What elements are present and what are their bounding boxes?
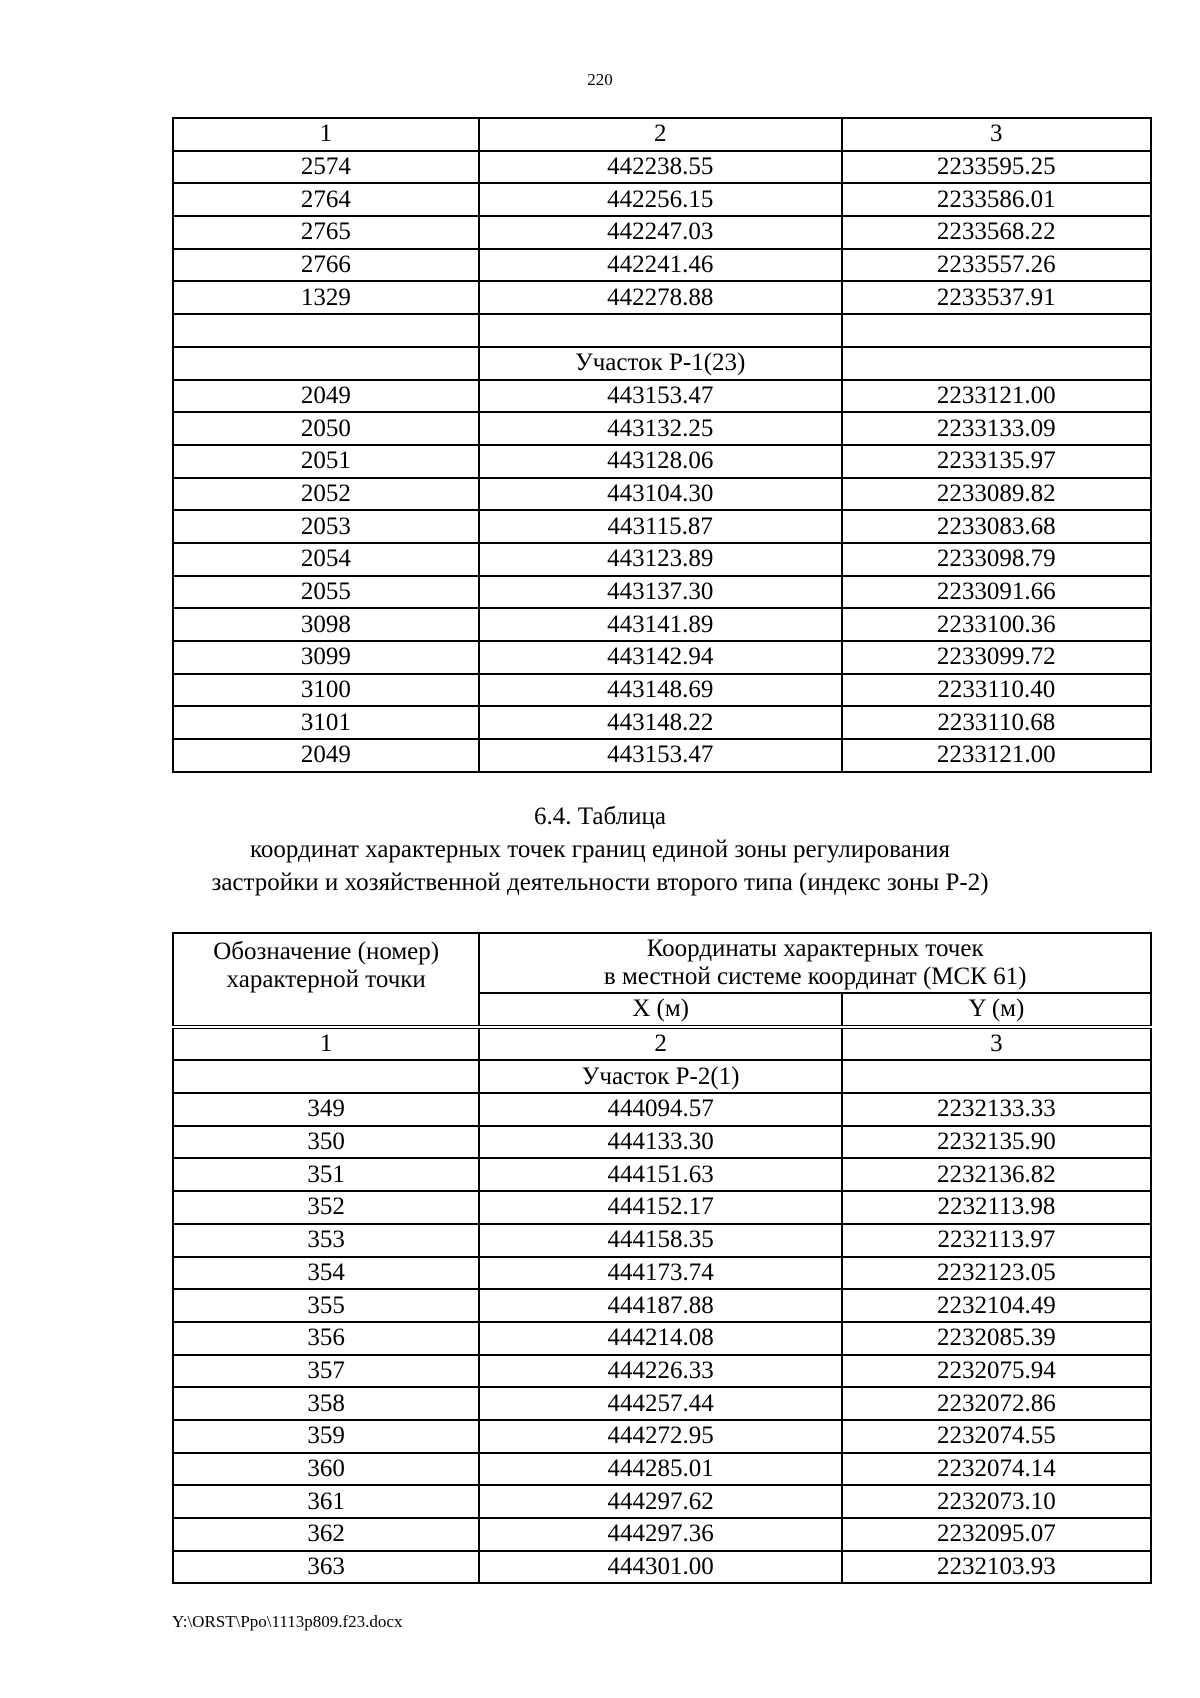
- point-number: 358: [173, 1387, 479, 1420]
- column-number: 1: [173, 118, 479, 151]
- x-coordinate: 444297.36: [479, 1518, 841, 1551]
- point-number: 351: [173, 1158, 479, 1191]
- point-number: 361: [173, 1485, 479, 1518]
- point-number: 3100: [173, 674, 479, 707]
- column-number-row: [173, 1027, 1151, 1061]
- y-coordinate: 2233595.25: [842, 151, 1151, 184]
- page-number: 220: [587, 70, 613, 89]
- point-number: 363: [173, 1551, 479, 1584]
- column-number: 3: [842, 118, 1151, 151]
- table-row: [173, 445, 1151, 478]
- point-number: 350: [173, 1126, 479, 1159]
- table-row: [173, 249, 1151, 282]
- point-number: 349: [173, 1093, 479, 1126]
- column-number: 2: [479, 118, 842, 151]
- x-coordinate: 444257.44: [479, 1387, 841, 1420]
- x-coordinate: 443148.69: [479, 674, 842, 707]
- x-coordinate: 443153.47: [479, 739, 842, 772]
- x-coordinate: 444301.00: [479, 1551, 841, 1584]
- table-heading-line: координат характерных точек границ единой зоны регулирования: [250, 836, 950, 863]
- empty-cell: [173, 347, 479, 380]
- y-coordinate: 2233121.00: [842, 739, 1151, 772]
- section-row: [173, 1060, 1151, 1093]
- x-coordinate: 444226.33: [479, 1355, 841, 1388]
- table-row: [173, 641, 1151, 674]
- y-coordinate: 2232123.05: [842, 1257, 1151, 1290]
- column-number: 2: [479, 1027, 841, 1061]
- y-coordinate: 2233537.91: [842, 281, 1151, 314]
- point-number: 355: [173, 1289, 479, 1322]
- header-x: X (м): [479, 993, 841, 1027]
- point-number: 362: [173, 1518, 479, 1551]
- y-coordinate: 2233586.01: [842, 183, 1151, 216]
- x-coordinate: 443128.06: [479, 445, 842, 478]
- coordinates-table-p2: [172, 932, 1152, 1584]
- table-row: [173, 1093, 1151, 1126]
- point-number: 353: [173, 1224, 479, 1257]
- y-coordinate: 2232133.33: [842, 1093, 1151, 1126]
- table-row: [173, 183, 1151, 216]
- header-text: Обозначение (номер): [213, 938, 440, 965]
- point-number: 360: [173, 1453, 479, 1486]
- point-number: 2055: [173, 576, 479, 609]
- table-row: [173, 1420, 1151, 1453]
- x-coordinate: 443132.25: [479, 412, 842, 445]
- y-coordinate: 2232113.98: [842, 1191, 1151, 1224]
- point-number: 2053: [173, 510, 479, 543]
- table-row: [173, 1158, 1151, 1191]
- x-coordinate: 444152.17: [479, 1191, 841, 1224]
- point-number: 2049: [173, 739, 479, 772]
- table-row: [173, 1453, 1151, 1486]
- x-coordinate: 443137.30: [479, 576, 842, 609]
- y-coordinate: 2232103.93: [842, 1551, 1151, 1584]
- table-row: [173, 1289, 1151, 1322]
- header-row: [173, 933, 1151, 993]
- table-heading-title: 6.4. Таблица: [534, 803, 666, 830]
- header-y: Y (м): [842, 993, 1151, 1027]
- empty-cell: [173, 314, 479, 347]
- point-number: 3099: [173, 641, 479, 674]
- empty-cell: [842, 314, 1151, 347]
- header-point-designation: [173, 933, 479, 1027]
- y-coordinate: 2232075.94: [842, 1355, 1151, 1388]
- table-row: [173, 1485, 1151, 1518]
- table-row: [173, 576, 1151, 609]
- header-text: Координаты характерных точек: [646, 935, 984, 962]
- x-coordinate: 442238.55: [479, 151, 842, 184]
- point-number: 2054: [173, 543, 479, 576]
- y-coordinate: 2232072.86: [842, 1387, 1151, 1420]
- point-number: 359: [173, 1420, 479, 1453]
- x-coordinate: 442247.03: [479, 216, 842, 249]
- table-row: [173, 674, 1151, 707]
- y-coordinate: 2232104.49: [842, 1289, 1151, 1322]
- table-row: [173, 706, 1151, 739]
- point-number: 2050: [173, 412, 479, 445]
- table-heading: [0, 800, 1200, 899]
- y-coordinate: 2233121.00: [842, 380, 1151, 413]
- table-row: [173, 281, 1151, 314]
- empty-cell: [842, 1060, 1151, 1093]
- empty-cell: [479, 314, 842, 347]
- point-number: 2051: [173, 445, 479, 478]
- x-coordinate: 444272.95: [479, 1420, 841, 1453]
- y-coordinate: 2233099.72: [842, 641, 1151, 674]
- y-coordinate: 2232074.14: [842, 1453, 1151, 1486]
- table-row: [173, 380, 1151, 413]
- y-coordinate: 2233557.26: [842, 249, 1151, 282]
- point-number: 2574: [173, 151, 479, 184]
- y-coordinate: 2233568.22: [842, 216, 1151, 249]
- y-coordinate: 2233089.82: [842, 478, 1151, 511]
- point-number: 2049: [173, 380, 479, 413]
- y-coordinate: 2232135.90: [842, 1126, 1151, 1159]
- point-number: 3101: [173, 706, 479, 739]
- coordinates-table-continued: [172, 117, 1152, 773]
- x-coordinate: 444187.88: [479, 1289, 841, 1322]
- column-number: 3: [842, 1027, 1151, 1061]
- x-coordinate: 443141.89: [479, 608, 842, 641]
- x-coordinate: 443148.22: [479, 706, 842, 739]
- table-row: [173, 1126, 1151, 1159]
- x-coordinate: 444214.08: [479, 1322, 841, 1355]
- point-number: 352: [173, 1191, 479, 1224]
- table-row: [173, 510, 1151, 543]
- header-text: характерной точки: [226, 966, 426, 993]
- point-number: 356: [173, 1322, 479, 1355]
- x-coordinate: 444094.57: [479, 1093, 841, 1126]
- table-row: [173, 1322, 1151, 1355]
- y-coordinate: 2233091.66: [842, 576, 1151, 609]
- x-coordinate: 443115.87: [479, 510, 842, 543]
- table-row: [173, 1355, 1151, 1388]
- table-row: [173, 608, 1151, 641]
- x-coordinate: 442278.88: [479, 281, 842, 314]
- table-row: [173, 314, 1151, 347]
- point-number: 2765: [173, 216, 479, 249]
- y-coordinate: 2233083.68: [842, 510, 1151, 543]
- table-row: [173, 543, 1151, 576]
- y-coordinate: 2233100.36: [842, 608, 1151, 641]
- y-coordinate: 2232136.82: [842, 1158, 1151, 1191]
- table-row: [173, 412, 1151, 445]
- y-coordinate: 2233110.68: [842, 706, 1151, 739]
- point-number: 1329: [173, 281, 479, 314]
- x-coordinate: 442241.46: [479, 249, 842, 282]
- header-text: в местной системе координат (МСК 61): [603, 963, 1027, 990]
- point-number: 3098: [173, 608, 479, 641]
- table-row: [173, 1191, 1151, 1224]
- file-path-footer: Y:\ORST\Рро\1113р809.f23.docx: [172, 1612, 403, 1631]
- table-row: [173, 216, 1151, 249]
- y-coordinate: 2232113.97: [842, 1224, 1151, 1257]
- x-coordinate: 444173.74: [479, 1257, 841, 1290]
- y-coordinate: 2233110.40: [842, 674, 1151, 707]
- empty-cell: [842, 347, 1151, 380]
- x-coordinate: 443153.47: [479, 380, 842, 413]
- y-coordinate: 2232095.07: [842, 1518, 1151, 1551]
- section-label: Участок Р-1(23): [479, 347, 842, 380]
- table-row: [173, 1387, 1151, 1420]
- table-row: [173, 478, 1151, 511]
- x-coordinate: 443142.94: [479, 641, 842, 674]
- x-coordinate: 443104.30: [479, 478, 842, 511]
- x-coordinate: 442256.15: [479, 183, 842, 216]
- y-coordinate: 2232085.39: [842, 1322, 1151, 1355]
- x-coordinate: 444297.62: [479, 1485, 841, 1518]
- empty-cell: [173, 1060, 479, 1093]
- table-row: [173, 1257, 1151, 1290]
- x-coordinate: 444285.01: [479, 1453, 841, 1486]
- table-row: [173, 1551, 1151, 1584]
- x-coordinate: 444133.30: [479, 1126, 841, 1159]
- column-number: 1: [173, 1027, 479, 1061]
- table-row: [173, 1518, 1151, 1551]
- y-coordinate: 2233133.09: [842, 412, 1151, 445]
- y-coordinate: 2232074.55: [842, 1420, 1151, 1453]
- point-number: 357: [173, 1355, 479, 1388]
- table-heading-line: застройки и хозяйственной деятельности второго типа (индекс зоны Р-2): [211, 869, 989, 896]
- column-number-row: [173, 118, 1151, 151]
- table-row: [173, 1224, 1151, 1257]
- y-coordinate: 2233098.79: [842, 543, 1151, 576]
- y-coordinate: 2232073.10: [842, 1485, 1151, 1518]
- x-coordinate: 443123.89: [479, 543, 842, 576]
- section-row: [173, 347, 1151, 380]
- point-number: 354: [173, 1257, 479, 1290]
- point-number: 2764: [173, 183, 479, 216]
- table-row: [173, 151, 1151, 184]
- table-row: [173, 739, 1151, 772]
- point-number: 2766: [173, 249, 479, 282]
- header-coordinates: [479, 933, 1151, 993]
- x-coordinate: 444158.35: [479, 1224, 841, 1257]
- section-label: Участок Р-2(1): [479, 1060, 841, 1093]
- x-coordinate: 444151.63: [479, 1158, 841, 1191]
- point-number: 2052: [173, 478, 479, 511]
- y-coordinate: 2233135.97: [842, 445, 1151, 478]
